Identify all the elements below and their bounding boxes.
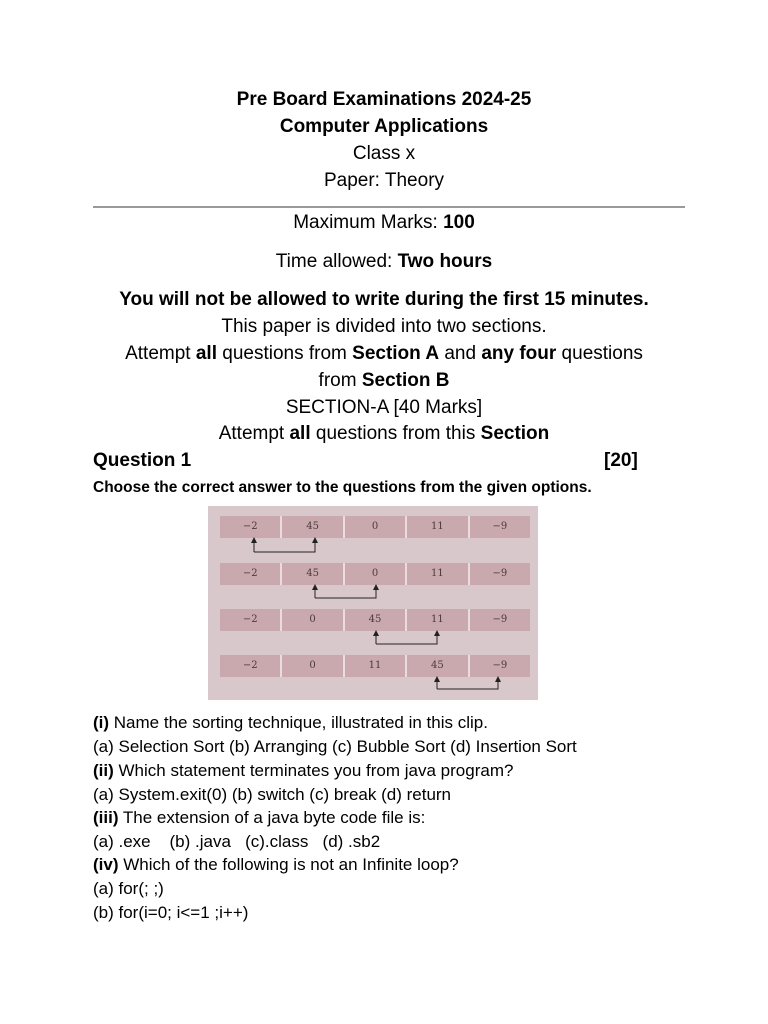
- reading-time-warning: You will not be allowed to write during the first 15 minutes.: [119, 289, 649, 310]
- text-fragment: Section: [480, 423, 550, 444]
- subject-title: Computer Applications: [279, 116, 489, 137]
- swap-arrows: [208, 506, 538, 700]
- swap-arrow: [254, 540, 315, 552]
- text-fragment: any four: [481, 343, 557, 364]
- figure-cell: 11: [407, 563, 469, 585]
- attempt-instruction: [0, 343, 768, 365]
- item-text: Name the sorting technique, illustrated in this clip.: [109, 713, 488, 732]
- figure-cell: 45: [407, 655, 469, 677]
- figure-cell: −9: [492, 614, 508, 625]
- item-text: The extension of a java byte code file is:: [118, 808, 426, 827]
- text-fragment: Attempt: [218, 423, 290, 444]
- header-divider: [93, 206, 685, 208]
- item-text: (a) for(; ;): [93, 879, 164, 898]
- swap-arrow: [315, 587, 376, 598]
- figure-cell: −9: [492, 660, 508, 671]
- text-fragment: questions: [556, 343, 643, 364]
- item-text: (a) Selection Sort (b) Arranging (c) Bubble Sort (d) Insertion Sort: [93, 737, 577, 756]
- question-item: [93, 808, 425, 828]
- question-marks: [20]: [604, 450, 638, 471]
- text-fragment: questions from: [216, 343, 353, 364]
- figure-cell: 0: [282, 609, 344, 631]
- figure-cell: 45: [282, 516, 344, 538]
- figure-cell: −2: [220, 516, 282, 538]
- text-fragment: questions from this: [310, 423, 481, 444]
- attempt-instruction-cont: [0, 370, 768, 392]
- question-options: [93, 785, 451, 805]
- figure-cell: 0: [345, 516, 407, 538]
- item-text: (a) System.exit(0) (b) switch (c) break (d) return: [93, 785, 452, 804]
- item-number: (i): [93, 713, 110, 732]
- question-item: [93, 713, 488, 733]
- class-label: Class x: [352, 143, 416, 164]
- question-options: [93, 879, 164, 899]
- time-allowed: [0, 251, 768, 273]
- figure-cell: −2: [220, 609, 282, 631]
- question-title: Question 1: [93, 450, 192, 471]
- swap-arrow: [376, 633, 437, 644]
- figure-cell: 11: [407, 516, 469, 538]
- item-text: (a) .exe (b) .java (c).class (d) .sb2: [93, 832, 381, 851]
- question-options: [93, 832, 380, 852]
- sorting-figure: [208, 506, 538, 700]
- figure-cell: −2: [220, 655, 282, 677]
- text-fragment: Attempt: [125, 343, 196, 364]
- section-heading: SECTION-A [40 Marks]: [285, 397, 483, 418]
- time-allowed-value: Two hours: [397, 251, 493, 272]
- item-number: (ii): [93, 761, 114, 780]
- item-text: (b) for(i=0; i<=1 ;i++): [93, 903, 249, 922]
- text-fragment: all: [289, 423, 311, 444]
- swap-arrow: [437, 679, 498, 689]
- figure-cell: 0: [282, 655, 344, 677]
- figure-cell: −9: [492, 521, 508, 532]
- paper-label: Paper: Theory: [323, 170, 445, 191]
- item-text: Which statement terminates you from java program?: [113, 761, 514, 780]
- item-number: (iv): [93, 855, 119, 874]
- item-text: Which of the following is not an Infinite loop?: [118, 855, 459, 874]
- figure-cell: −9: [492, 568, 508, 579]
- figure-cell: 45: [282, 563, 344, 585]
- question-item: [93, 761, 513, 781]
- question-item: [93, 855, 459, 875]
- maximum-marks: [0, 212, 768, 234]
- question-options: [93, 903, 248, 923]
- figure-cell: 0: [345, 563, 407, 585]
- exam-title: Pre Board Examinations 2024-25: [236, 89, 532, 110]
- maximum-marks-value: 100: [443, 212, 475, 233]
- item-number: (iii): [93, 808, 119, 827]
- text-fragment: and: [439, 343, 482, 364]
- time-allowed-label: Time allowed:: [275, 251, 398, 272]
- section-attempt: [0, 423, 768, 445]
- maximum-marks-label: Maximum Marks:: [293, 212, 444, 233]
- figure-cell: 11: [345, 655, 407, 677]
- question-instruction: Choose the correct answer to the questions from the given options.: [93, 479, 592, 496]
- figure-cell: −2: [220, 563, 282, 585]
- sections-note: This paper is divided into two sections.: [221, 316, 547, 337]
- text-fragment: from: [318, 370, 362, 391]
- text-fragment: Section B: [361, 370, 450, 391]
- text-fragment: all: [195, 343, 217, 364]
- text-fragment: Section A: [352, 343, 440, 364]
- figure-cell: 11: [407, 609, 469, 631]
- figure-cell: 45: [345, 609, 407, 631]
- question-options: [93, 737, 577, 757]
